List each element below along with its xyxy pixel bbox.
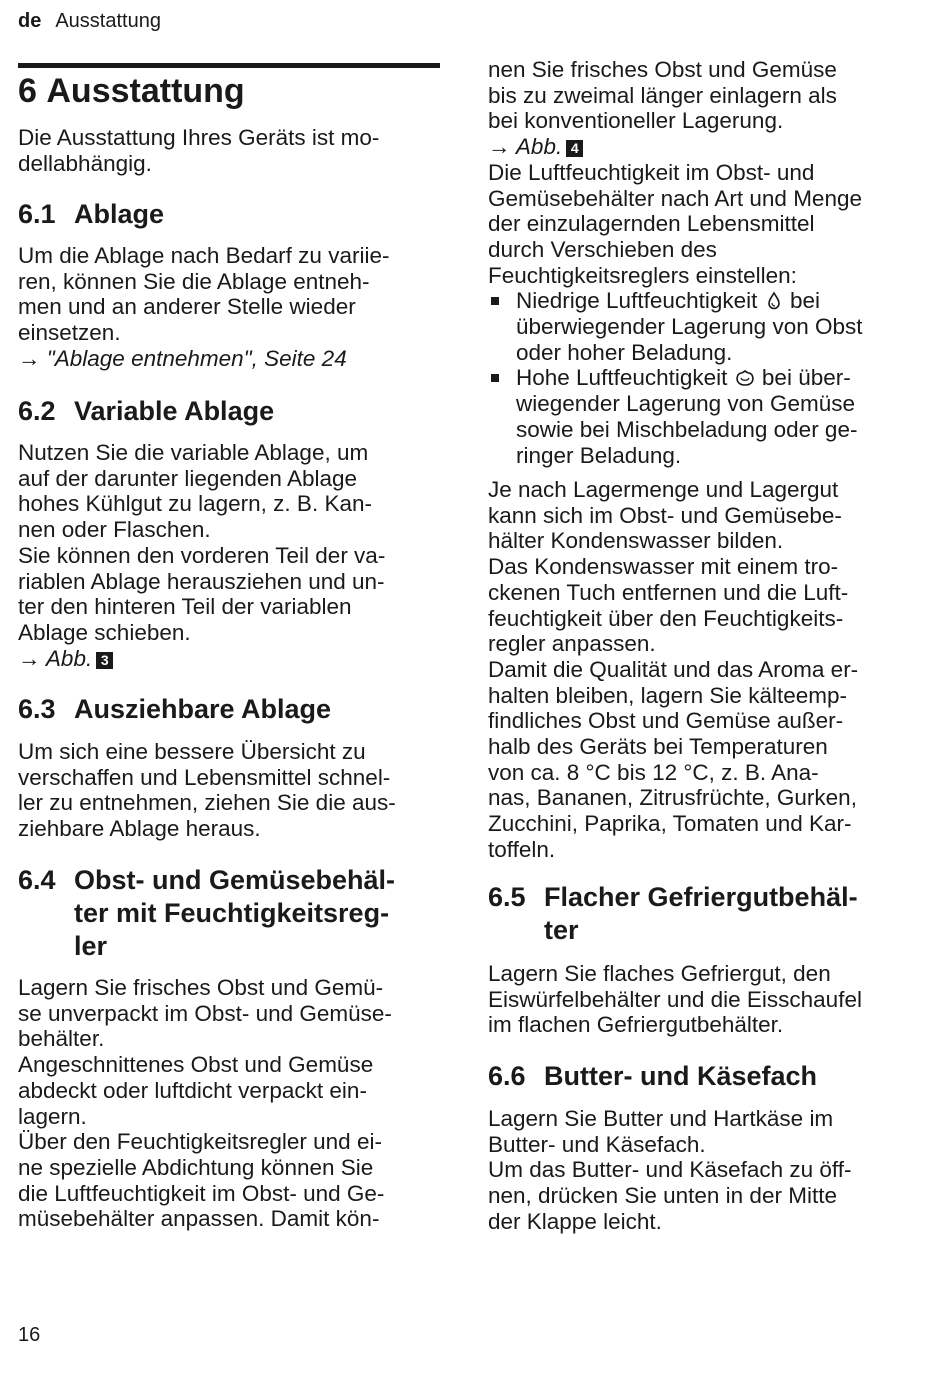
section-6-2-body [18,440,385,671]
text-line: wiegender Lagerung von Gemüse [516,391,855,417]
text-line: Zucchini, Paprika, Tomaten und Kar- [488,811,852,837]
intro-paragraph [18,125,379,176]
text-line: Eiswürfelbehälter und die Eisschaufel [488,986,862,1012]
text-line: ne spezielle Abdichtung können Sie [18,1154,374,1180]
text-line: Um sich eine bessere Übersicht zu [18,739,366,764]
section-6-4-body-right [488,57,863,468]
text-line: se unverpackt im Obst- und Gemüse- [18,1000,392,1026]
text-line: bei konventioneller Lagerung. [488,108,784,134]
section-6-3-body [18,739,396,842]
section-6-4-body-right-continued [488,477,858,863]
section-6-3-heading: 6.3 Ausziehbare Ablage [18,694,332,724]
text-line: oder hoher Beladung. [516,339,733,365]
text-line: Feuchtigkeitsreglers einstellen: [488,262,797,288]
text-line: ckenen Tuch entfernen und die Luft- [488,579,849,605]
text-line: nen Sie frisches Obst und Gemüse [488,57,837,82]
page-header [18,10,161,33]
page-reference-link[interactable]: → "Ablage entnehmen", Seite 24 [18,345,347,371]
text-line: müsebehälter anpassen. Damit kön- [18,1206,380,1232]
chapter-number: 6 [18,72,37,110]
text-line: abdeckt oder luftdicht verpackt ein- [18,1077,367,1103]
text-line: Sie können den vorderen Teil der va- [18,542,386,568]
section-6-1-body [18,243,389,372]
text-line: Nutzen Sie die variable Ablage, um [18,440,369,465]
list-item-low-humidity: Niedrige Luftfeuchtigkeit bei überwiegender Lagerung von Obst oder hoher Beladung. [488,288,863,365]
text-line: Das Kondenswasser mit einem tro- [488,554,839,580]
bullet-square-icon [491,374,499,382]
text-line: feuchtigkeit über den Feuchtigkeits- [488,605,844,631]
text-line: der einzulagernden Lebensmittel [488,211,815,237]
section-6-5-heading: 6.5 Flacher Gefriergutbehäl- ter [488,882,858,945]
section-6-6-body [488,1106,852,1235]
text-line: kann sich im Obst- und Gemüsebe- [488,502,842,528]
text-line: Um das Butter- und Käsefach zu öff- [488,1157,852,1183]
text-line: nen, drücken Sie unten in der Mitte [488,1183,837,1209]
text-line: ringer Beladung. [516,442,682,468]
text-line: toffeln. [488,836,556,862]
section-6-6-heading: 6.6 Butter- und Käsefach [488,1061,818,1091]
bullet-square-icon [491,297,499,305]
text-line: ler zu entnehmen, ziehen Sie die aus- [18,790,396,816]
section-6-5-body [488,961,862,1038]
list-item-high-humidity: Hohe Luftfeuchtigkeit bei über- wiegender Lagerung von Gemüse sowie bei Mischbeladung oder ge- ringer Beladung. [488,365,863,468]
high-humidity-icon [734,368,756,388]
text-line: Lagern Sie Butter und Hartkäse im [488,1106,834,1131]
text-line: hohes Kühlgut zu lagern, z. B. Kan- [18,491,372,517]
chapter-title-text: Ausstattung [46,72,245,110]
section-6-1-heading: 6.1 Ablage [18,199,165,229]
text-line: halb des Geräts bei Temperaturen [488,734,828,760]
text-line: Ablage schieben. [18,619,191,645]
text-line: Damit die Qualität und das Aroma er- [488,656,859,682]
text-line: Lagern Sie frisches Obst und Gemü- [18,975,384,1000]
figure-reference-link[interactable]: → Abb. 4 [488,134,863,160]
text-line: men und an anderer Stelle wieder [18,294,356,320]
figure-number-badge: 3 [96,652,113,669]
text-line: sowie bei Mischbeladung oder ge- [516,416,858,442]
text-line: Die Ausstattung Ihres Geräts ist mo- [18,125,380,150]
text-line: lagern. [18,1103,87,1129]
text-line: nas, Bananen, Zitrusfrüchte, Gurken, [488,785,857,811]
text-line: Die Luftfeuchtigkeit im Obst- und [488,159,815,185]
text-line: Um die Ablage nach Bedarf zu variie- [18,243,390,268]
text-line: behälter. [18,1026,105,1052]
text-line: Gemüsebehälter nach Art und Menge [488,185,862,211]
text-line: riablen Ablage herausziehen und un- [18,568,385,594]
chapter-rule [18,63,440,68]
text-line: halten bleiben, lagern Sie kälteemp- [488,682,847,708]
text-line: einsetzen. [18,320,121,346]
text-line: bis zu zweimal länger einlagern als [488,82,837,108]
text-line: ren, können Sie die Ablage entneh- [18,268,370,294]
text-line: der Klappe leicht. [488,1208,662,1234]
text-line: nen oder Flaschen. [18,517,211,543]
low-humidity-icon [764,291,784,311]
section-6-4-body-left [18,975,392,1232]
figure-reference-link[interactable]: → Abb. 3 [18,646,385,672]
language-code: de [18,10,42,32]
chapter-title [18,71,245,111]
text-line: die Luftfeuchtigkeit im Obst- und Ge- [18,1180,385,1206]
header-section: Ausstattung [55,10,161,32]
text-line: ziehbare Ablage heraus. [18,816,261,842]
page-number: 16 [18,1324,41,1346]
text-line: Angeschnittenes Obst und Gemüse [18,1052,374,1078]
text-line: verschaffen und Lebensmittel schnel- [18,764,391,790]
text-line: auf der darunter liegenden Ablage [18,465,358,491]
text-line: Butter- und Käsefach. [488,1131,706,1157]
text-line: dellabhängig. [18,150,152,176]
figure-number-badge: 4 [566,140,583,157]
text-line: überwiegender Lagerung von Obst [516,314,863,340]
section-6-2-heading: 6.2 Variable Ablage [18,396,275,426]
text-line: ter den hinteren Teil der variablen [18,594,352,620]
text-line: hälter Kondenswasser bilden. [488,528,784,554]
text-line: durch Verschieben des [488,236,717,262]
text-line: von ca. 8 °C bis 12 °C, z. B. Ana- [488,759,819,785]
text-line: Über den Feuchtigkeitsregler und ei- [18,1129,382,1155]
text-line: Je nach Lagermenge und Lagergut [488,477,839,502]
section-6-4-heading: 6.4 Obst- und Gemüsebehäl- ter mit Feuchtigkeitsreg- ler [18,865,396,961]
text-line: Lagern Sie flaches Gefriergut, den [488,961,831,986]
text-line: findliches Obst und Gemüse außer- [488,708,844,734]
text-line: im flachen Gefriergutbehälter. [488,1012,784,1038]
text-line: regler anpassen. [488,631,656,657]
